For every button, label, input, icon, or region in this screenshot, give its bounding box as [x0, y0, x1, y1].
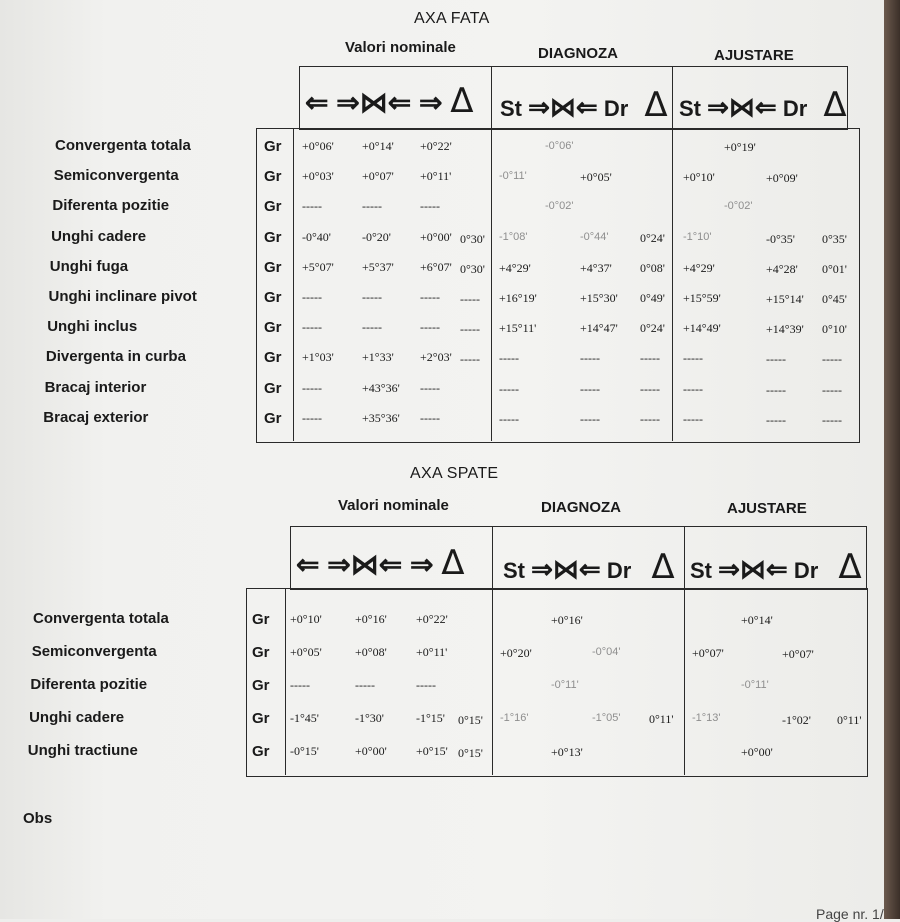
adjustment-right-value: -----: [766, 352, 786, 367]
arrow-left-icon: ⇐: [305, 87, 329, 118]
nominal-max-value: +6°07': [420, 259, 452, 274]
diagnosis-delta-value: -----: [640, 411, 660, 426]
arrow-left-icon: ⇐: [296, 549, 320, 580]
row-label: Unghi inclinare pivot: [48, 288, 197, 305]
delta-icon: Δ: [450, 81, 474, 121]
adjustment-left-value: -----: [683, 381, 703, 396]
rear-adjustment-header: AJUSTARE: [727, 500, 807, 517]
adjustment-delta-value: -----: [822, 382, 842, 397]
nominal-mid-value: +0°16': [355, 612, 387, 626]
diagnosis-left-value: -----: [499, 411, 519, 426]
adjustment-right-value: -----: [766, 382, 786, 397]
row-label: Diferenta pozitie: [52, 197, 170, 215]
diagnosis-delta-value: -----: [640, 351, 660, 366]
row-label: Semiconvergenta: [53, 167, 179, 185]
row-label: Semiconvergenta: [31, 643, 157, 660]
converge-icon: ⇒⋈⇐: [327, 549, 403, 580]
unit-label: Gr: [264, 379, 282, 397]
front-axle-title: AXA FATA: [414, 10, 490, 27]
nominal-mid-value: -0°20': [362, 229, 391, 244]
diagnosis-left-value: -1°08': [499, 230, 528, 243]
delta-icon: Δ: [823, 85, 847, 125]
diagnosis-left-value: +0°20': [500, 646, 532, 660]
converge-icon: ⇒⋈⇐: [336, 87, 412, 118]
adjustment-right-value: +0°09': [766, 171, 798, 186]
adjustment-right-value: -----: [766, 412, 786, 427]
adjustment-left-value: -----: [683, 411, 703, 426]
row-label: Unghi tractiune: [27, 742, 138, 759]
unit-label: Gr: [252, 710, 270, 727]
front-nominal-header: Valori nominale: [345, 39, 456, 56]
adjustment-delta-value: 0°35': [822, 231, 847, 246]
nominal-max-value: +0°15': [416, 744, 448, 758]
nominal-max-value: +0°22': [420, 139, 452, 153]
front-adjustment-header: AJUSTARE: [714, 47, 794, 64]
arrow-right-icon: ⇒: [418, 87, 443, 118]
rear-diag-symbol: St ⇒⋈⇐ Dr Δ: [503, 547, 675, 587]
nominal-max-value: -1°15': [416, 711, 445, 725]
diagnosis-delta-value: 0°49': [640, 291, 665, 305]
unit-label: Gr: [264, 258, 282, 276]
front-diag-symbol: St ⇒⋈⇐ Dr Δ: [500, 85, 668, 125]
diagnosis-delta-value: -----: [640, 381, 660, 396]
row-label: Diferenta pozitie: [30, 676, 148, 693]
diagnosis-left-value: -1°16': [500, 712, 529, 724]
diagnosis-right-value: +15°30': [580, 291, 618, 305]
nominal-tolerance-value: -----: [460, 292, 480, 306]
nominal-min-value: +1°03': [302, 350, 334, 365]
row-label: Convergenta totala: [33, 610, 169, 627]
diagnosis-left-value: +0°16': [551, 613, 583, 627]
converge-icon: ⇒⋈⇐: [528, 92, 598, 122]
unit-label: Gr: [264, 289, 282, 306]
rear-unit-divider: [285, 588, 286, 775]
rear-axle-title: AXA SPATE: [410, 465, 499, 482]
adjustment-delta-value: 0°11': [837, 713, 862, 727]
diagnosis-right-value: -1°05': [592, 712, 621, 724]
nominal-max-value: -----: [420, 380, 440, 395]
unit-label: Gr: [252, 644, 270, 661]
rear-adj-symbol: St ⇒⋈⇐ Dr Δ: [690, 547, 862, 587]
nominal-mid-value: +43°36': [362, 380, 400, 395]
page-number: Page nr. 1/: [816, 906, 884, 922]
nominal-mid-value: +5°37': [362, 259, 394, 274]
unit-label: Gr: [264, 138, 282, 155]
adjustment-left-value: -1°10': [683, 230, 712, 243]
front-diagnosis-divider: [672, 66, 673, 441]
observations-label: Obs: [23, 810, 53, 827]
nominal-min-value: -1°45': [290, 711, 319, 725]
diagnosis-left-value: +15°11': [499, 321, 537, 336]
nominal-min-value: +0°05': [290, 645, 322, 659]
adjustment-left-value: -----: [683, 351, 703, 366]
diagnosis-delta-value: 0°08': [640, 260, 665, 275]
nominal-max-value: +0°22': [416, 612, 448, 626]
adjustment-right-value: -1°02': [782, 713, 811, 727]
front-unit-divider: [293, 128, 294, 441]
adjustment-left-value: +15°59': [683, 291, 721, 305]
diagnosis-delta-value: 0°24': [640, 230, 665, 245]
nominal-mid-value: +0°00': [355, 744, 387, 758]
nominal-max-value: -----: [420, 320, 440, 335]
adjustment-left-value: -1°13': [692, 712, 721, 724]
diagnosis-left-value: +4°29': [499, 260, 531, 275]
diagnosis-left-value: +16°19': [499, 291, 537, 305]
unit-label: Gr: [264, 319, 282, 337]
delta-icon: Δ: [441, 543, 465, 583]
nominal-mid-value: +35°36': [362, 410, 400, 425]
nominal-tolerance-value: -----: [460, 322, 480, 337]
adjustment-delta-value: 0°01': [822, 261, 847, 276]
nominal-tolerance-value: -----: [460, 352, 480, 367]
rear-diagnosis-header: DIAGNOZA: [541, 499, 621, 516]
nominal-min-value: +0°06': [302, 139, 334, 153]
adjustment-left-value: -0°02': [724, 200, 753, 213]
adjustment-right-value: +4°28': [766, 261, 798, 276]
diagnosis-right-value: -----: [580, 381, 600, 396]
nominal-mid-value: +0°08': [355, 645, 387, 659]
adjustment-left-value: +0°10': [683, 170, 715, 185]
nominal-mid-value: +0°07': [362, 169, 394, 184]
unit-label: Gr: [264, 228, 282, 246]
arrow-right-icon: ⇒: [409, 549, 434, 580]
nominal-max-value: -----: [416, 678, 436, 692]
diagnosis-right-value: +0°05': [580, 170, 612, 185]
adjustment-delta-value: 0°10': [822, 322, 847, 337]
diagnosis-left-value: -----: [499, 381, 519, 396]
diagnosis-left-value: -0°06': [545, 140, 574, 152]
nominal-min-value: +0°10': [290, 612, 322, 626]
unit-label: Gr: [264, 409, 282, 427]
nominal-mid-value: +1°33': [362, 350, 394, 365]
diagnosis-right-value: +4°37': [580, 260, 612, 275]
nominal-max-value: -----: [420, 410, 440, 425]
adjustment-delta-value: -----: [822, 412, 842, 427]
nominal-max-value: -----: [420, 199, 440, 214]
adjustment-delta-value: 0°45': [822, 292, 847, 306]
nominal-min-value: -----: [302, 199, 322, 214]
nominal-max-value: +0°00': [420, 229, 452, 244]
nominal-mid-value: +0°14': [362, 139, 394, 153]
diagnosis-left-value: +0°13': [551, 745, 583, 759]
nominal-min-value: -----: [302, 290, 322, 304]
rear-nominal-header: Valori nominale: [338, 497, 449, 514]
nominal-mid-value: -1°30': [355, 711, 384, 725]
adjustment-left-value: +0°00': [741, 745, 773, 759]
diagnosis-right-value: -0°44': [580, 230, 609, 243]
nominal-max-value: +0°11': [416, 645, 448, 659]
nominal-min-value: -----: [302, 410, 322, 425]
nominal-min-value: -0°15': [290, 744, 319, 758]
nominal-mid-value: -----: [362, 199, 382, 214]
adjustment-delta-value: -----: [822, 352, 842, 367]
rear-nominal-symbol: [296, 543, 465, 583]
front-diagnosis-header: DIAGNOZA: [538, 45, 618, 62]
nominal-max-value: -----: [420, 290, 440, 304]
nominal-tolerance-value: 0°30': [460, 231, 485, 246]
adjustment-left-value: +0°07': [692, 646, 724, 660]
nominal-tolerance-value: 0°15': [458, 746, 483, 760]
nominal-max-value: +0°11': [420, 169, 452, 184]
front-adj-symbol: St ⇒⋈⇐ Dr Δ: [679, 85, 847, 125]
rear-nominal-divider: [492, 526, 493, 775]
nominal-tolerance-value: 0°30': [460, 261, 485, 276]
nominal-min-value: -----: [302, 320, 322, 335]
row-label: Bracaj interior: [44, 378, 147, 396]
nominal-mid-value: -----: [362, 290, 382, 304]
delta-icon: Δ: [644, 85, 668, 125]
row-label: Divergenta in curba: [45, 348, 186, 366]
row-label: Unghi cadere: [29, 709, 125, 726]
nominal-tolerance-value: 0°15': [458, 713, 483, 727]
nominal-min-value: +0°03': [302, 169, 334, 184]
row-label: Unghi cadere: [51, 227, 147, 245]
adjustment-right-value: +15°14': [766, 292, 804, 306]
front-nominal-symbol: [305, 81, 474, 121]
diagnosis-left-value: -0°02': [545, 200, 574, 213]
adjustment-right-value: +14°39': [766, 322, 804, 337]
nominal-min-value: -0°40': [302, 229, 331, 244]
diagnosis-right-value: -----: [580, 411, 600, 426]
nominal-mid-value: -----: [355, 678, 375, 692]
nominal-min-value: -----: [290, 678, 310, 692]
unit-label: Gr: [264, 198, 282, 216]
diagnosis-right-value: +14°47': [580, 321, 618, 336]
diagnosis-left-value: -----: [499, 351, 519, 366]
unit-label: Gr: [252, 677, 270, 694]
delta-icon: Δ: [651, 547, 675, 587]
background-surface: [884, 0, 900, 919]
adjustment-left-value: +0°14': [741, 613, 773, 627]
row-label: Unghi inclus: [47, 318, 138, 336]
row-label: Convergenta totala: [55, 137, 191, 154]
adjustment-right-value: +0°07': [782, 647, 814, 661]
nominal-min-value: +5°07': [302, 259, 334, 274]
diagnosis-right-value: -----: [580, 351, 600, 366]
adjustment-right-value: -0°35': [766, 231, 795, 246]
unit-label: Gr: [264, 168, 282, 186]
diagnosis-delta-value: 0°24': [640, 321, 665, 336]
delta-icon: Δ: [838, 547, 862, 587]
diagnosis-left-value: -0°11': [499, 170, 527, 183]
row-label: Bracaj exterior: [43, 408, 149, 426]
nominal-max-value: +2°03': [420, 350, 452, 365]
converge-icon: ⇒⋈⇐: [718, 554, 788, 584]
adjustment-left-value: +0°19': [724, 140, 756, 154]
converge-icon: ⇒⋈⇐: [531, 554, 601, 584]
diagnosis-delta-value: 0°11': [649, 712, 674, 726]
row-label: Unghi fuga: [49, 257, 129, 275]
unit-label: Gr: [252, 743, 270, 760]
diagnosis-right-value: -0°04': [592, 646, 621, 658]
unit-label: Gr: [252, 611, 270, 628]
unit-label: Gr: [264, 349, 282, 367]
converge-icon: ⇒⋈⇐: [707, 92, 777, 122]
front-nominal-divider: [491, 66, 492, 441]
nominal-mid-value: -----: [362, 320, 382, 335]
adjustment-left-value: -0°11': [741, 679, 769, 691]
nominal-min-value: -----: [302, 380, 322, 395]
rear-diagnosis-divider: [684, 526, 685, 775]
adjustment-left-value: +14°49': [683, 321, 721, 336]
adjustment-left-value: +4°29': [683, 260, 715, 275]
diagnosis-left-value: -0°11': [551, 679, 579, 691]
